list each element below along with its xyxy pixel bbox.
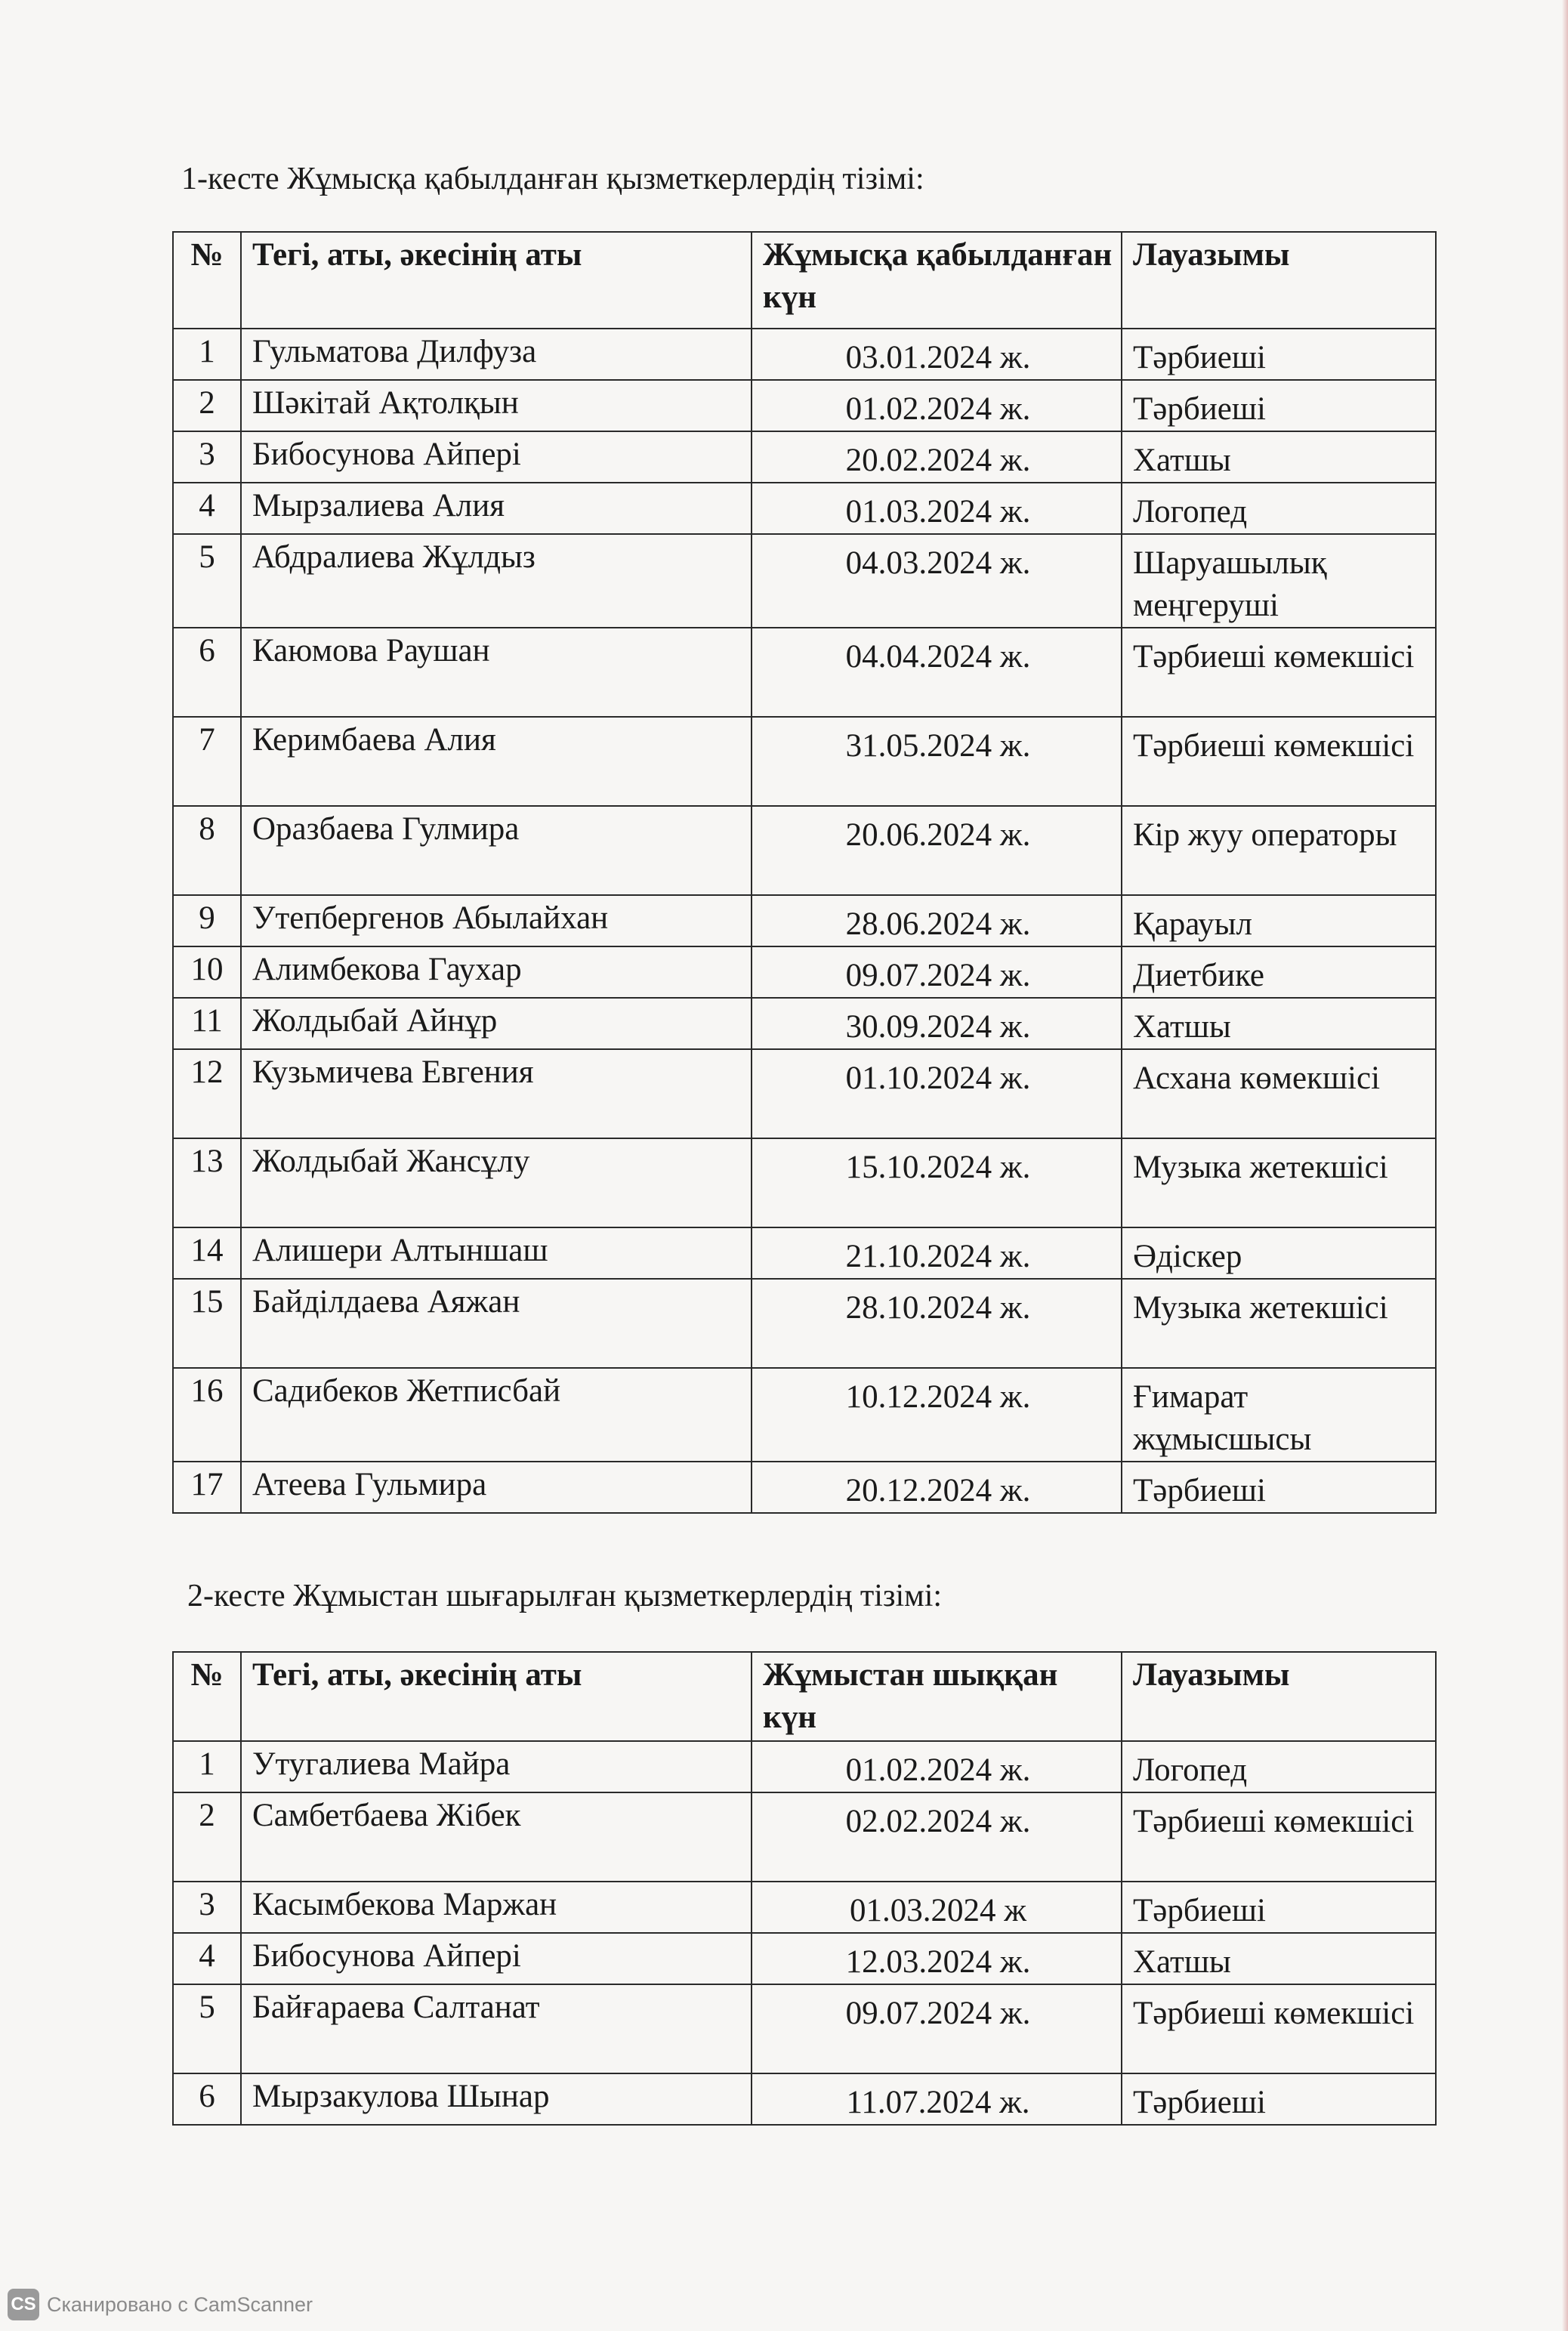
employee-position: Шаруашылық меңгеруші bbox=[1122, 534, 1436, 628]
row-number: 13 bbox=[173, 1138, 241, 1227]
employee-name: Утепбергенов Абылайхан bbox=[241, 895, 752, 946]
header-full-name: Тегі, аты, әкесінің аты bbox=[241, 232, 752, 329]
table-row bbox=[173, 1984, 1436, 2073]
employee-date: 30.09.2024 ж. bbox=[752, 998, 1122, 1049]
header-number: № bbox=[173, 1652, 241, 1741]
row-number: 1 bbox=[173, 1741, 241, 1792]
table-row bbox=[173, 1792, 1436, 1882]
employee-date: 20.12.2024 ж. bbox=[752, 1462, 1122, 1513]
page-edge-shadow bbox=[1562, 0, 1568, 2331]
table-row bbox=[173, 380, 1436, 431]
employee-date: 01.10.2024 ж. bbox=[752, 1049, 1122, 1138]
row-number: 4 bbox=[173, 1933, 241, 1984]
employee-date: 01.02.2024 ж. bbox=[752, 380, 1122, 431]
employee-position: Хатшы bbox=[1122, 1933, 1436, 1984]
table-row bbox=[173, 1368, 1436, 1462]
row-number: 7 bbox=[173, 717, 241, 806]
row-number: 4 bbox=[173, 483, 241, 534]
employee-name: Шәкітай Ақтолқын bbox=[241, 380, 752, 431]
employee-name: Бибосунова Айпері bbox=[241, 1933, 752, 1984]
table-row bbox=[173, 998, 1436, 1049]
employee-position: Тәрбиеші bbox=[1122, 1462, 1436, 1513]
row-number: 15 bbox=[173, 1279, 241, 1368]
dismissed-employees-table bbox=[172, 1651, 1437, 2126]
employee-name: Кузьмичева Евгения bbox=[241, 1049, 752, 1138]
row-number: 1 bbox=[173, 329, 241, 380]
table-row bbox=[173, 806, 1436, 895]
table-row bbox=[173, 1882, 1436, 1933]
employee-name: Керимбаева Алия bbox=[241, 717, 752, 806]
row-number: 6 bbox=[173, 2073, 241, 2125]
employee-name: Мырзалиева Алия bbox=[241, 483, 752, 534]
dismissed-table-body bbox=[173, 1741, 1436, 2125]
employee-position: Тәрбиеші көмекшісі bbox=[1122, 628, 1436, 717]
header-position: Лауазымы bbox=[1122, 232, 1436, 329]
header-number: № bbox=[173, 232, 241, 329]
employee-name: Бибосунова Айпері bbox=[241, 431, 752, 483]
employee-date: 02.02.2024 ж. bbox=[752, 1792, 1122, 1882]
employee-name: Утугалиева Майра bbox=[241, 1741, 752, 1792]
watermark-text: Сканировано с CamScanner bbox=[47, 2292, 313, 2316]
employee-date: 31.05.2024 ж. bbox=[752, 717, 1122, 806]
employee-name: Жолдыбай Айнұр bbox=[241, 998, 752, 1049]
row-number: 14 bbox=[173, 1227, 241, 1279]
employee-name: Алишери Алтыншаш bbox=[241, 1227, 752, 1279]
employee-date: 04.03.2024 ж. bbox=[752, 534, 1122, 628]
employee-position: Тәрбиеші bbox=[1122, 329, 1436, 380]
row-number: 9 bbox=[173, 895, 241, 946]
employee-date: 21.10.2024 ж. bbox=[752, 1227, 1122, 1279]
employee-name: Абдралиева Жұлдыз bbox=[241, 534, 752, 628]
row-number: 17 bbox=[173, 1462, 241, 1513]
hired-employees-table bbox=[172, 231, 1437, 1514]
employee-position: Музыка жетекшісі bbox=[1122, 1138, 1436, 1227]
table2-caption: 2-кесте Жұмыстан шығарылған қызметкерлердің тізімі: bbox=[187, 1579, 943, 1613]
employee-position: Тәрбиеші көмекшісі bbox=[1122, 1984, 1436, 2073]
table-row bbox=[173, 895, 1436, 946]
employee-name: Каюмова Раушан bbox=[241, 628, 752, 717]
table-row bbox=[173, 1049, 1436, 1138]
employee-name: Гульматова Дилфуза bbox=[241, 329, 752, 380]
employee-position: Музыка жетекшісі bbox=[1122, 1279, 1436, 1368]
table1-caption: 1-кесте Жұмысқа қабылданған қызметкерлердің тізімі: bbox=[181, 162, 924, 196]
table-row bbox=[173, 628, 1436, 717]
row-number: 10 bbox=[173, 946, 241, 998]
scanner-watermark bbox=[8, 2289, 313, 2320]
employee-date: 09.07.2024 ж. bbox=[752, 1984, 1122, 2073]
employee-date: 28.06.2024 ж. bbox=[752, 895, 1122, 946]
table-header-row bbox=[173, 232, 1436, 329]
table-row bbox=[173, 2073, 1436, 2125]
employee-position: Логопед bbox=[1122, 1741, 1436, 1792]
employee-name: Касымбекова Маржан bbox=[241, 1882, 752, 1933]
table-row bbox=[173, 329, 1436, 380]
row-number: 11 bbox=[173, 998, 241, 1049]
employee-position: Тәрбиеші көмекшісі bbox=[1122, 1792, 1436, 1882]
employee-position: Хатшы bbox=[1122, 431, 1436, 483]
employee-date: 01.03.2024 ж. bbox=[752, 483, 1122, 534]
table-row bbox=[173, 1462, 1436, 1513]
employee-date: 03.01.2024 ж. bbox=[752, 329, 1122, 380]
table-row bbox=[173, 717, 1436, 806]
row-number: 8 bbox=[173, 806, 241, 895]
employee-name: Мырзакулова Шынар bbox=[241, 2073, 752, 2125]
employee-date: 12.03.2024 ж. bbox=[752, 1933, 1122, 1984]
employee-position: Логопед bbox=[1122, 483, 1436, 534]
table-row bbox=[173, 1227, 1436, 1279]
employee-position: Хатшы bbox=[1122, 998, 1436, 1049]
employee-date: 10.12.2024 ж. bbox=[752, 1368, 1122, 1462]
row-number: 6 bbox=[173, 628, 241, 717]
employee-date: 11.07.2024 ж. bbox=[752, 2073, 1122, 2125]
employee-date: 09.07.2024 ж. bbox=[752, 946, 1122, 998]
employee-date: 04.04.2024 ж. bbox=[752, 628, 1122, 717]
employee-date: 20.06.2024 ж. bbox=[752, 806, 1122, 895]
employee-date: 28.10.2024 ж. bbox=[752, 1279, 1122, 1368]
hired-table-body bbox=[173, 329, 1436, 1513]
employee-name: Оразбаева Гулмира bbox=[241, 806, 752, 895]
row-number: 3 bbox=[173, 1882, 241, 1933]
employee-position: Диетбике bbox=[1122, 946, 1436, 998]
employee-date: 01.03.2024 ж bbox=[752, 1882, 1122, 1933]
employee-date: 15.10.2024 ж. bbox=[752, 1138, 1122, 1227]
employee-name: Байділдаева Аяжан bbox=[241, 1279, 752, 1368]
employee-name: Самбетбаева Жібек bbox=[241, 1792, 752, 1882]
table-header-row bbox=[173, 1652, 1436, 1741]
employee-name: Байғараева Салтанат bbox=[241, 1984, 752, 2073]
employee-position: Ғимарат жұмысшысы bbox=[1122, 1368, 1436, 1462]
employee-position: Тәрбиеші bbox=[1122, 380, 1436, 431]
row-number: 5 bbox=[173, 1984, 241, 2073]
row-number: 2 bbox=[173, 1792, 241, 1882]
header-full-name: Тегі, аты, әкесінің аты bbox=[241, 1652, 752, 1741]
row-number: 2 bbox=[173, 380, 241, 431]
table-row bbox=[173, 483, 1436, 534]
table-row bbox=[173, 431, 1436, 483]
employee-position: Қарауыл bbox=[1122, 895, 1436, 946]
table-row bbox=[173, 534, 1436, 628]
employee-position: Тәрбиеші bbox=[1122, 1882, 1436, 1933]
row-number: 5 bbox=[173, 534, 241, 628]
header-dismissal-date: Жұмыстан шыққан күн bbox=[752, 1652, 1122, 1741]
employee-position: Кір жуу операторы bbox=[1122, 806, 1436, 895]
table-row bbox=[173, 1279, 1436, 1368]
employee-position: Әдіскер bbox=[1122, 1227, 1436, 1279]
table-row bbox=[173, 946, 1436, 998]
employee-position: Тәрбиеші bbox=[1122, 2073, 1436, 2125]
employee-name: Садибеков Жетписбай bbox=[241, 1368, 752, 1462]
employee-position: Тәрбиеші көмекшісі bbox=[1122, 717, 1436, 806]
employee-name: Жолдыбай Жансұлу bbox=[241, 1138, 752, 1227]
table-row bbox=[173, 1741, 1436, 1792]
employee-date: 01.02.2024 ж. bbox=[752, 1741, 1122, 1792]
table-row bbox=[173, 1138, 1436, 1227]
employee-name: Атеева Гульмира bbox=[241, 1462, 752, 1513]
row-number: 16 bbox=[173, 1368, 241, 1462]
employee-name: Алимбекова Гаухар bbox=[241, 946, 752, 998]
camscanner-logo-icon: CS bbox=[8, 2289, 39, 2320]
header-hire-date: Жұмысқа қабылданған күн bbox=[752, 232, 1122, 329]
table-row bbox=[173, 1933, 1436, 1984]
row-number: 12 bbox=[173, 1049, 241, 1138]
employee-position: Асхана көмекшісі bbox=[1122, 1049, 1436, 1138]
header-position: Лауазымы bbox=[1122, 1652, 1436, 1741]
row-number: 3 bbox=[173, 431, 241, 483]
employee-date: 20.02.2024 ж. bbox=[752, 431, 1122, 483]
